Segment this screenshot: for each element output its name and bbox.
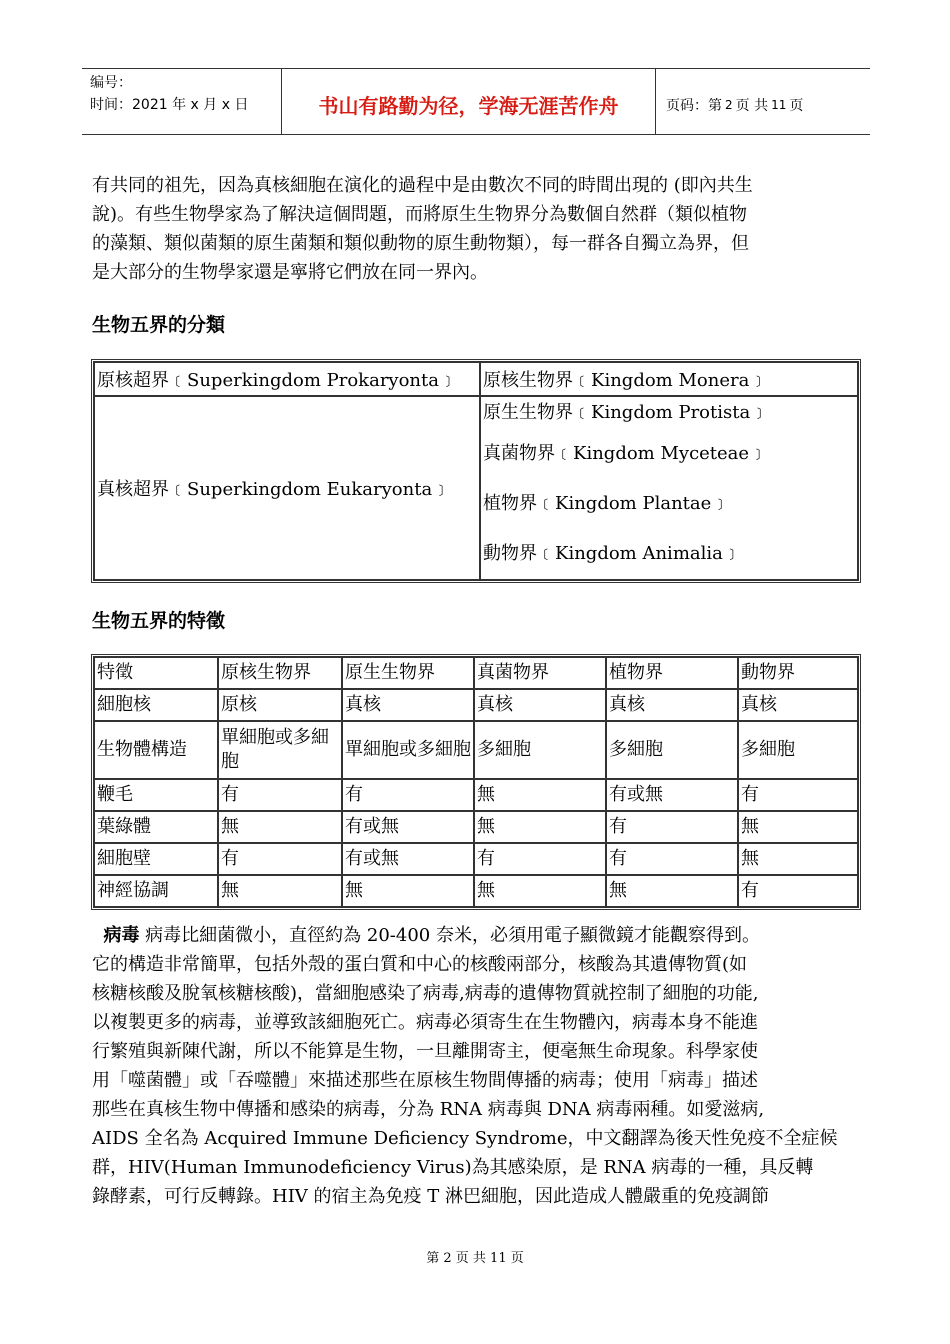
table-cell: 神經協調 [94,875,218,907]
table-cell: 細胞壁 [94,843,218,875]
table-cell: 無 [218,811,342,843]
table-row [94,362,858,396]
table-cell: 無 [474,779,606,811]
table-cell: 多細胞 [606,721,738,779]
table-cell: 無 [474,811,606,843]
table-cell: 無 [738,811,858,843]
table-cell: 細胞核 [94,689,218,721]
virus-line: 錄酵素，可行反轉錄。HIV 的宿主為免疫 T 淋巴細胞，因此造成人體嚴重的免疫調節 [92,1186,769,1207]
table-cell: 有或無 [342,811,474,843]
kingdom-item: 真菌物界﹝Kingdom Myceteae﹞ [483,443,768,464]
table-cell: 單細胞或多細胞 [342,721,474,779]
intro-line: 說)。有些生物學家為了解決這個問題，而將原生生物界分為數個自然群（類似植物 [92,204,748,225]
page-mid: 页 共 [735,97,769,114]
intro-line: 有共同的祖先，因為真核細胞在演化的過程中是由數次不同的時間出現的 (即內共生 [92,175,753,196]
header-motto: 书山有路勤为径，学海无涯苦作舟 [282,69,656,134]
table-row [94,721,858,779]
header-page-info [656,69,870,134]
table-row [94,396,858,580]
table-cell [480,396,858,580]
intro-paragraph [92,171,864,287]
table-cell: 真核 [474,689,606,721]
virus-term: 病毒 [103,925,140,946]
section-title-classification: 生物五界的分類 [92,314,226,336]
table-cell: 真核 [342,689,474,721]
table-cell: 真核超界﹝Superkingdom Eukaryonta﹞ [94,396,480,580]
virus-line: 核糖核酸及脫氧核糖核酸)，當細胞感染了病毒,病毒的遺傳物質就控制了細胞的功能, [92,983,759,1004]
virus-line: 群，HIV(Human Immunodeficiency Virus)為其感染原，是 RNA 病毒的一種，具反轉 [92,1157,814,1178]
virus-line: AIDS 全名為 Acquired Immune Deficiency Syndrome，中文翻譯為後天性免疫不全症候 [92,1128,838,1149]
kingdom-item: 動物界﹝Kingdom Animalia﹞ [483,543,741,564]
virus-line [92,921,864,950]
table-cell: 鞭毛 [94,779,218,811]
table-cell: 生物體構造 [94,721,218,779]
virus-paragraph [92,921,864,1211]
table-cell: 有 [218,779,342,811]
table-cell: 有 [606,811,738,843]
table-row [94,811,858,843]
page-suffix: 页 [789,97,804,114]
classification-table [91,359,861,583]
page-total: 11 [771,97,787,112]
table-cell: 無 [606,875,738,907]
virus-line: 它的構造非常簡單，包括外殼的蛋白質和中心的核酸兩部分，核酸為其遺傳物質(如 [92,954,748,975]
table-row [94,875,858,907]
table-header-cell: 真菌物界 [474,657,606,689]
serial-label: 编号： [90,75,132,91]
table-cell: 無 [474,875,606,907]
table-cell: 有或無 [342,843,474,875]
table-header-cell: 特徵 [94,657,218,689]
table-cell: 有 [606,843,738,875]
page-prefix: 页码：第 [666,97,722,114]
table-header-cell: 植物界 [606,657,738,689]
table-cell: 單細胞或多細胞 [218,721,342,779]
virus-line: 那些在真核生物中傳播和感染的病毒，分為 RNA 病毒與 DNA 病毒兩種。如愛滋病, [92,1099,765,1120]
table-cell: 多細胞 [738,721,858,779]
table-cell: 有 [474,843,606,875]
table-cell: 無 [218,875,342,907]
table-header-cell: 動物界 [738,657,858,689]
virus-line: 用「噬菌體」或「吞噬體」來描述那些在原核生物間傳播的病毒；使用「病毒」描述 [92,1070,758,1091]
virus-line: 行繁殖與新陳代謝，所以不能算是生物，一旦離開寄主，便毫無生命現象。科學家使 [92,1041,758,1062]
table-cell: 真核 [738,689,858,721]
intro-line: 是大部分的生物學家還是寧將它們放在同一界內。 [92,262,488,283]
table-cell: 有 [738,779,858,811]
header-meta [82,69,282,134]
table-cell: 有 [218,843,342,875]
table-header-row [94,657,858,689]
table-cell: 原核 [218,689,342,721]
table-cell: 葉綠體 [94,811,218,843]
virus-line-text: 病毒比細菌微小，直徑約為 20-400 奈米，必須用電子顯微鏡才能觀察得到。 [139,925,760,946]
page-footer: 第 2 页 共 11 页 [426,1251,524,1266]
table-cell: 無 [738,843,858,875]
table-cell: 多細胞 [474,721,606,779]
table-cell: 有 [738,875,858,907]
kingdom-item: 原生生物界﹝Kingdom Protista﹞ [483,402,769,423]
date-label: 时间：2021 年 x 月 x 日 [90,97,249,113]
table-header-cell: 原核生物界 [218,657,342,689]
table-cell: 無 [342,875,474,907]
page-header [82,68,870,135]
table-row [94,689,858,721]
table-cell: 真核 [606,689,738,721]
table-cell: 有 [342,779,474,811]
table-cell: 原核生物界﹝Kingdom Monera﹞ [480,362,858,396]
features-table [91,654,861,910]
section-title-features: 生物五界的特徵 [92,610,226,632]
virus-line: 以複製更多的病毒，並導致該細胞死亡。病毒必須寄生在生物體內，病毒本身不能進 [92,1012,758,1033]
page-number: 2 [725,97,733,112]
intro-line: 的藻類、類似菌類的原生菌類和類似動物的原生動物類），每一群各自獨立為界，但 [92,233,749,254]
table-header-cell: 原生生物界 [342,657,474,689]
kingdom-item: 植物界﹝Kingdom Plantae﹞ [483,493,730,514]
table-cell: 原核超界﹝Superkingdom Prokaryonta﹞ [94,362,480,396]
table-row [94,843,858,875]
table-cell: 有或無 [606,779,738,811]
table-row [94,779,858,811]
